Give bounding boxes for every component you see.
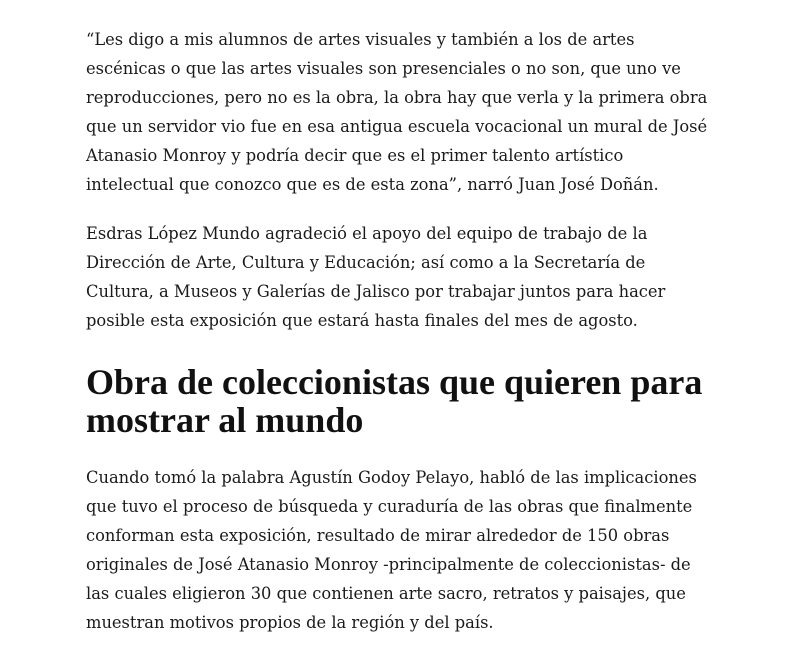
- article-body: [86, 25, 710, 657]
- quote-paragraph: “Les digo a mis alumnos de artes visuales y también a los de artes escénicas o que las artes visuales son presenciales o no son, que uno ve reproducciones, pero no es la obra, la obra hay que verla y la primera obra que un servidor vio fue en esa antigua escuela vocacional un mural de José Atanasio Monroy y podría decir que es el primer talento artístico intelectual que conozco que es de esta zona”, narró Juan José Doñán.: [86, 30, 708, 194]
- acknowledgement-paragraph: Esdras López Mundo agradeció el apoyo del equipo de trabajo de la Dirección de Arte, Cultura y Educación; así como a la Secretaría de Cultura, a Museos y Galerías de Jalisco por trabajar juntos para hacer posible esta exposición que estará hasta finales del mes de agosto.: [86, 224, 666, 330]
- curation-paragraph: Cuando tomó la palabra Agustín Godoy Pelayo, habló de las implicaciones que tuvo el proceso de búsqueda y curaduría de las obras que finalmente conforman esta exposición, resultado de mirar alrededor de 150 obras originales de José Atanasio Monroy -principalmente de coleccionistas- de las cuales eligieron 30 que contienen arte sacro, retratos y paisajes, que muestran motivos propios de la región y del país.: [86, 468, 697, 632]
- section-heading: Obra de coleccionistas que quieren para mostrar al mundo: [86, 362, 703, 440]
